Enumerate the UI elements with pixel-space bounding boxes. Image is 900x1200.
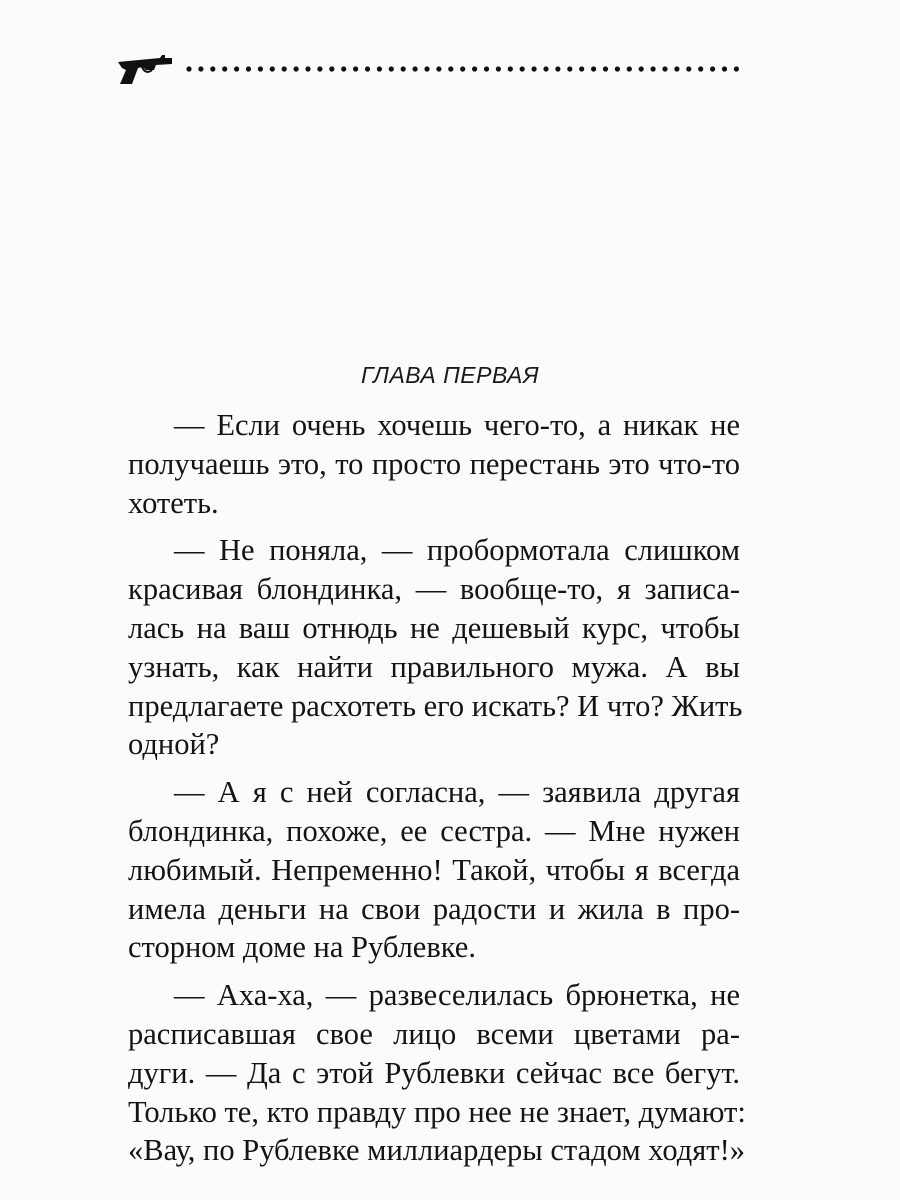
text-line: блондинка, похоже, ее сестра. — Мне нужен [128, 813, 740, 848]
rule-dot [662, 66, 667, 71]
text-line: — Аха-ха, — развеселилась брюнетка, не [174, 978, 740, 1013]
text-line: расписавшая свое лицо всеми цветами ра- [128, 1016, 740, 1051]
rule-dot [651, 66, 656, 71]
rule-dot [401, 66, 406, 71]
rule-dot [365, 66, 370, 71]
text-line: имела деньги на свои радости и жила в про- [128, 891, 740, 926]
rule-dot [734, 66, 739, 71]
chapter-text [128, 406, 746, 1179]
rule-dot [508, 66, 513, 71]
rule-dot [317, 66, 322, 71]
paragraph [128, 773, 740, 967]
header-ornament [116, 48, 746, 88]
text-line: любимый. Непременно! Такой, чтобы я всегда [128, 852, 740, 887]
rule-dot [460, 66, 465, 71]
rule-dot [353, 66, 358, 71]
text-line: одной? [128, 727, 220, 762]
rule-dot [591, 66, 596, 71]
rule-dot [341, 66, 346, 71]
rule-dot [270, 66, 275, 71]
rule-dot [472, 66, 477, 71]
rule-dot [579, 66, 584, 71]
paragraph [128, 406, 740, 522]
text-line: узнать, как найти правильного мужа. А вы [128, 649, 740, 684]
text-line: предлагаете расхотеть его искать? И что? Жить [128, 688, 743, 723]
rule-dot [484, 66, 489, 71]
text-line: Только те, кто правду про нее не знает, думают: [128, 1094, 746, 1129]
revolver-icon [116, 48, 176, 88]
text-line: хотеть. [128, 485, 219, 520]
paragraph [128, 976, 746, 1170]
text-line: сторном доме на Рублевке. [128, 930, 476, 965]
rule-dot [627, 66, 632, 71]
rule-dot [413, 66, 418, 71]
rule-dot [496, 66, 501, 71]
text-line: дуги. — Да с этой Рублевки сейчас все бегут. [128, 1055, 740, 1090]
dotted-rule [186, 66, 746, 72]
rule-dot [698, 66, 703, 71]
rule-dot [710, 66, 715, 71]
rule-dot [639, 66, 644, 71]
paragraph [128, 531, 743, 764]
rule-dot [234, 66, 239, 71]
rule-dot [436, 66, 441, 71]
rule-dot [532, 66, 537, 71]
rule-dot [186, 66, 191, 71]
text-line: — А я с ней согласна, — заявила другая [174, 775, 740, 810]
rule-dot [543, 66, 548, 71]
rule-dot [555, 66, 560, 71]
rule-dot [246, 66, 251, 71]
rule-dot [686, 66, 691, 71]
rule-dot [377, 66, 382, 71]
rule-dot [615, 66, 620, 71]
text-line: «Вау, по Рублевке миллиардеры стадом ходят!» [128, 1133, 745, 1168]
rule-dot [198, 66, 203, 71]
text-line: получаешь это, то просто перестань это что-то [128, 446, 740, 481]
text-line: лась на ваш отнюдь не дешевый курс, чтобы [128, 610, 740, 645]
rule-dot [520, 66, 525, 71]
rule-dot [258, 66, 263, 71]
rule-dot [567, 66, 572, 71]
rule-dot [722, 66, 727, 71]
rule-dot [282, 66, 287, 71]
text-line: красивая блондинка, — вообще-то, я записа- [128, 572, 740, 607]
rule-dot [305, 66, 310, 71]
rule-dot [222, 66, 227, 71]
rule-dot [329, 66, 334, 71]
rule-dot [674, 66, 679, 71]
rule-dot [294, 66, 299, 71]
rule-dot [603, 66, 608, 71]
chapter-title: ГЛАВА ПЕРВАЯ [360, 362, 540, 388]
text-line: — Не поняла, — пробормотала слишком [174, 533, 740, 568]
rule-dot [448, 66, 453, 71]
text-line: — Если очень хочешь чего-то, а никак не [174, 408, 740, 442]
rule-dot [389, 66, 394, 71]
rule-dot [424, 66, 429, 71]
rule-dot [210, 66, 215, 71]
